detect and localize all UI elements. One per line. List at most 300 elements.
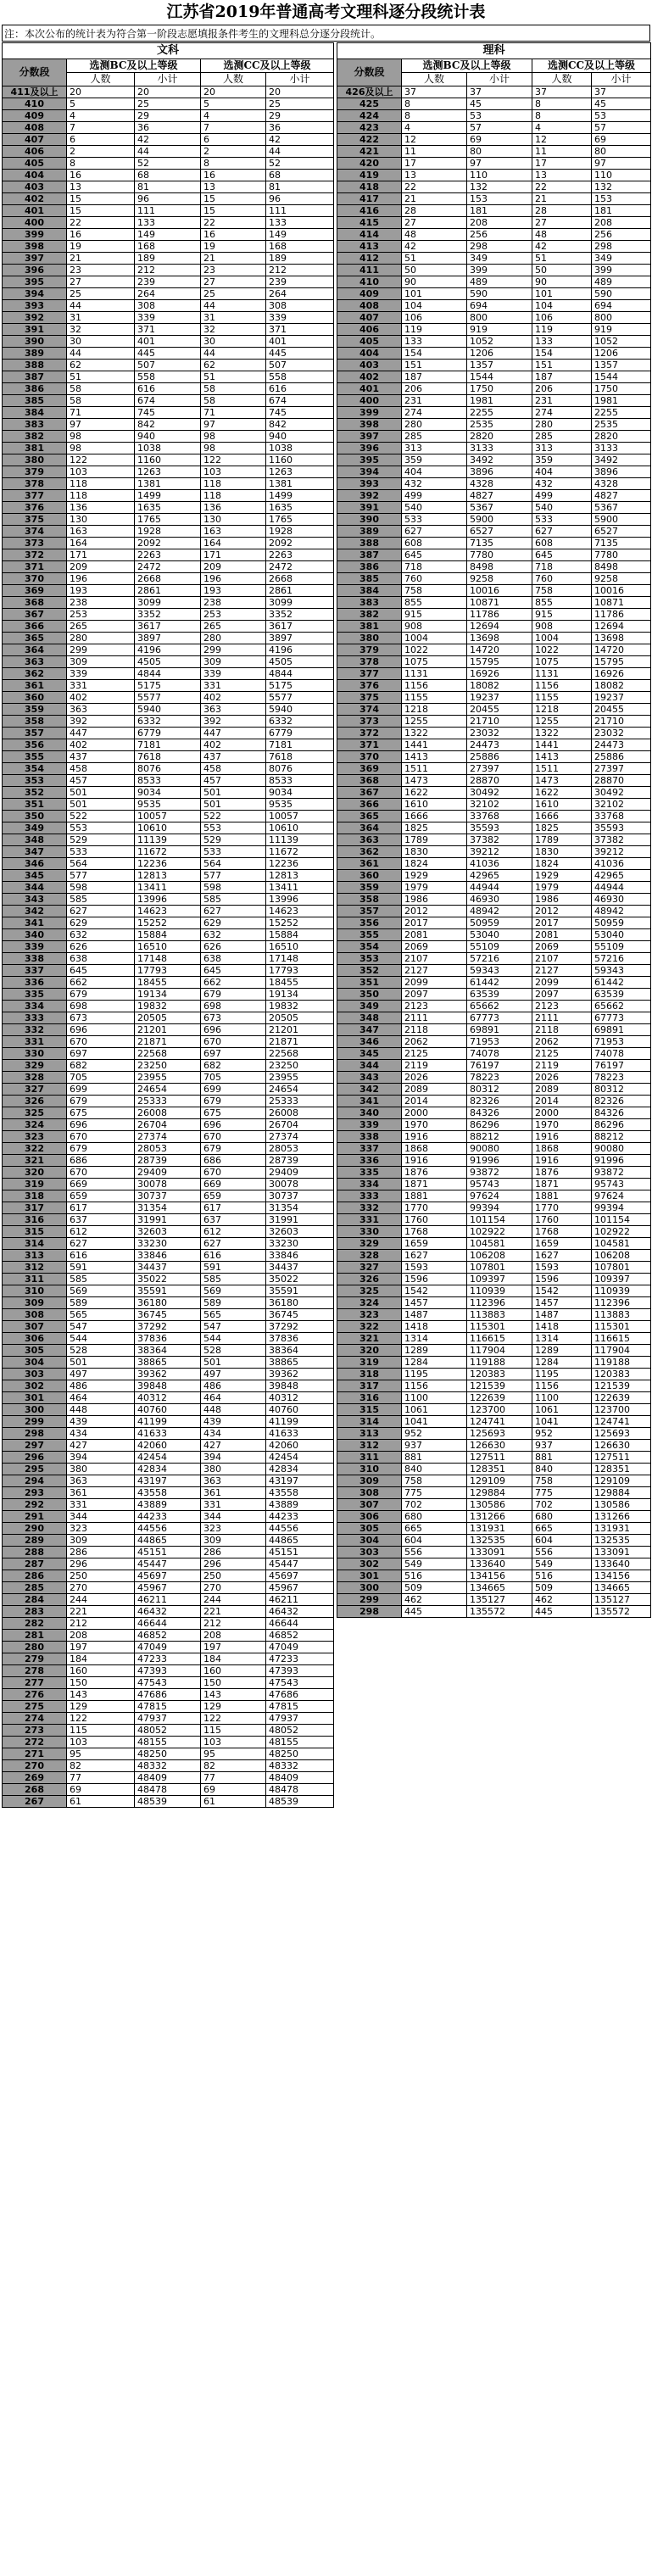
bc-cumulative-cell: 44556 bbox=[135, 1523, 201, 1535]
cc-count-cell: 209 bbox=[201, 561, 266, 573]
cc-cumulative-cell: 59343 bbox=[592, 965, 651, 977]
table-row bbox=[3, 241, 334, 253]
score-cell: 394 bbox=[337, 466, 402, 478]
table-row bbox=[3, 1238, 334, 1250]
bc-count-cell: 670 bbox=[67, 1036, 135, 1048]
cc-cumulative-cell: 694 bbox=[592, 300, 651, 312]
cc-cumulative-cell: 31991 bbox=[266, 1214, 334, 1226]
bc-cumulative-cell: 63539 bbox=[467, 989, 532, 1001]
bc-count-cell: 21 bbox=[67, 253, 135, 265]
bc-cumulative-cell: 3352 bbox=[135, 609, 201, 621]
cc-cumulative-cell: 48478 bbox=[266, 1784, 334, 1796]
bc-cumulative-cell: 12236 bbox=[135, 858, 201, 870]
table-row bbox=[337, 763, 651, 775]
bc-count-cell: 402 bbox=[67, 739, 135, 751]
table-row bbox=[3, 1737, 334, 1748]
bc-cumulative-cell: 1750 bbox=[467, 383, 532, 395]
table-row bbox=[3, 395, 334, 407]
table-row bbox=[337, 1202, 651, 1214]
table-row bbox=[3, 98, 334, 110]
table-row bbox=[337, 502, 651, 514]
bc-count-cell: 221 bbox=[67, 1606, 135, 1618]
bc-count-cell: 71 bbox=[67, 407, 135, 419]
score-cell: 286 bbox=[3, 1570, 67, 1582]
score-cell: 358 bbox=[3, 716, 67, 728]
bc-cumulative-cell: 135572 bbox=[467, 1606, 532, 1618]
bc-count-cell: 1789 bbox=[402, 834, 467, 846]
score-cell: 302 bbox=[3, 1380, 67, 1392]
table-row bbox=[3, 656, 334, 668]
table-row bbox=[3, 799, 334, 811]
bc-cumulative-cell: 50959 bbox=[467, 917, 532, 929]
bc-count-cell: 1881 bbox=[402, 1190, 467, 1202]
cc-count-cell: 533 bbox=[532, 514, 592, 526]
bc-count-cell: 118 bbox=[67, 478, 135, 490]
bc-count-cell: 51 bbox=[402, 253, 467, 265]
cc-count-cell: 565 bbox=[201, 1309, 266, 1321]
cc-cumulative-cell: 28739 bbox=[266, 1155, 334, 1167]
cc-count-cell: 115 bbox=[201, 1725, 266, 1737]
cc-count-cell: 206 bbox=[532, 383, 592, 395]
cc-count-cell: 133 bbox=[532, 336, 592, 348]
cc-cumulative-cell: 1206 bbox=[592, 348, 651, 360]
cc-cumulative-cell: 46644 bbox=[266, 1618, 334, 1630]
bc-count-cell: 1131 bbox=[402, 668, 467, 680]
bc-cumulative-cell: 489 bbox=[467, 276, 532, 288]
bc-cumulative-cell: 1499 bbox=[135, 490, 201, 502]
score-cell: 389 bbox=[337, 526, 402, 538]
bc-count-cell: 115 bbox=[67, 1725, 135, 1737]
cc-count-cell: 313 bbox=[532, 443, 592, 454]
table-row bbox=[3, 1665, 334, 1677]
cc-cumulative-cell: 3352 bbox=[266, 609, 334, 621]
bc-count-cell: 50 bbox=[402, 265, 467, 276]
cc-count-cell: 151 bbox=[532, 360, 592, 371]
cc-cumulative-cell: 37 bbox=[592, 86, 651, 98]
cc-count-cell: 323 bbox=[201, 1523, 266, 1535]
table-row bbox=[337, 360, 651, 371]
cc-cumulative-cell: 90080 bbox=[592, 1143, 651, 1155]
cc-cumulative-cell: 11672 bbox=[266, 846, 334, 858]
bc-count-cell: 6 bbox=[67, 134, 135, 146]
cc-cumulative-cell: 97624 bbox=[592, 1190, 651, 1202]
bc-cumulative-cell: 5940 bbox=[135, 704, 201, 716]
bc-cumulative-cell: 264 bbox=[135, 288, 201, 300]
table-row bbox=[337, 846, 651, 858]
score-cell: 387 bbox=[3, 371, 67, 383]
bc-count-cell: 2107 bbox=[402, 953, 467, 965]
bc-count-cell: 697 bbox=[67, 1048, 135, 1060]
bc-cumulative-cell: 168 bbox=[135, 241, 201, 253]
cc-cumulative-cell: 48942 bbox=[592, 906, 651, 917]
cc-count-cell: 392 bbox=[201, 716, 266, 728]
cc-count-cell: 501 bbox=[201, 799, 266, 811]
table-row bbox=[337, 680, 651, 692]
table-row bbox=[337, 454, 651, 466]
cc-cumulative-cell: 842 bbox=[266, 419, 334, 431]
bc-count-cell: 4 bbox=[402, 122, 467, 134]
cc-count-cell: 299 bbox=[201, 644, 266, 656]
table-row bbox=[3, 443, 334, 454]
cc-count-cell: 160 bbox=[201, 1665, 266, 1677]
cc-cumulative-cell: 13996 bbox=[266, 894, 334, 906]
table-row bbox=[3, 466, 334, 478]
arts-score-header: 分数段 bbox=[3, 59, 67, 86]
cc-cumulative-cell: 23955 bbox=[266, 1072, 334, 1084]
cc-count-cell: 1542 bbox=[532, 1285, 592, 1297]
table-row bbox=[337, 894, 651, 906]
bc-cumulative-cell: 4196 bbox=[135, 644, 201, 656]
bc-cumulative-cell: 48052 bbox=[135, 1725, 201, 1737]
score-cell: 303 bbox=[337, 1547, 402, 1558]
bc-cumulative-cell: 1263 bbox=[135, 466, 201, 478]
cc-count-cell: 2026 bbox=[532, 1072, 592, 1084]
table-row bbox=[3, 1345, 334, 1357]
cc-count-cell: 106 bbox=[532, 312, 592, 324]
cc-count-cell: 122 bbox=[201, 454, 266, 466]
bc-cumulative-cell: 7780 bbox=[467, 549, 532, 561]
bc-count-cell: 339 bbox=[67, 668, 135, 680]
cc-count-cell: 1155 bbox=[532, 692, 592, 704]
bc-count-cell: 62 bbox=[67, 360, 135, 371]
cc-cumulative-cell: 45697 bbox=[266, 1570, 334, 1582]
cc-cumulative-cell: 43558 bbox=[266, 1487, 334, 1499]
table-row bbox=[337, 621, 651, 633]
table-row bbox=[337, 716, 651, 728]
score-cell: 328 bbox=[337, 1250, 402, 1262]
score-cell: 340 bbox=[337, 1107, 402, 1119]
bc-count-cell: 187 bbox=[402, 371, 467, 383]
cc-cumulative-cell: 44944 bbox=[592, 882, 651, 894]
table-row bbox=[337, 1155, 651, 1167]
cc-count-cell: 569 bbox=[201, 1285, 266, 1297]
bc-cumulative-cell: 14623 bbox=[135, 906, 201, 917]
bc-count-cell: 1760 bbox=[402, 1214, 467, 1226]
cc-count-cell: 698 bbox=[201, 1001, 266, 1012]
bc-cumulative-cell: 27397 bbox=[467, 763, 532, 775]
bc-cumulative-cell: 11672 bbox=[135, 846, 201, 858]
score-cell: 270 bbox=[3, 1760, 67, 1772]
table-row bbox=[3, 953, 334, 965]
table-row bbox=[3, 1143, 334, 1155]
bc-cumulative-cell: 113883 bbox=[467, 1309, 532, 1321]
bc-cumulative-cell: 48942 bbox=[467, 906, 532, 917]
cc-cumulative-cell: 4328 bbox=[592, 478, 651, 490]
cc-cumulative-cell: 5940 bbox=[266, 704, 334, 716]
cc-count-cell: 669 bbox=[201, 1179, 266, 1190]
cc-cumulative-cell: 57216 bbox=[592, 953, 651, 965]
table-row bbox=[337, 953, 651, 965]
cc-count-cell: 637 bbox=[201, 1214, 266, 1226]
bc-count-cell: 522 bbox=[67, 811, 135, 822]
table-row bbox=[3, 1475, 334, 1487]
science-cc-header: 选测CC及以上等级 bbox=[532, 59, 651, 73]
bc-count-cell: 22 bbox=[402, 181, 467, 193]
bc-count-cell: 637 bbox=[67, 1214, 135, 1226]
score-cell: 356 bbox=[337, 917, 402, 929]
bc-cumulative-cell: 40312 bbox=[135, 1392, 201, 1404]
table-row bbox=[337, 573, 651, 585]
bc-count-cell: 58 bbox=[67, 395, 135, 407]
cc-cumulative-cell: 65662 bbox=[592, 1001, 651, 1012]
bc-cumulative-cell: 46644 bbox=[135, 1618, 201, 1630]
score-cell: 397 bbox=[3, 253, 67, 265]
bc-count-cell: 44 bbox=[67, 348, 135, 360]
table-row bbox=[3, 1369, 334, 1380]
cc-count-cell: 758 bbox=[532, 585, 592, 597]
bc-count-cell: 1622 bbox=[402, 787, 467, 799]
cc-cumulative-cell: 119188 bbox=[592, 1357, 651, 1369]
score-cell: 292 bbox=[3, 1499, 67, 1511]
cc-count-cell: 533 bbox=[201, 846, 266, 858]
table-row bbox=[337, 965, 651, 977]
bc-cumulative-cell: 10016 bbox=[467, 585, 532, 597]
bc-cumulative-cell: 112396 bbox=[467, 1297, 532, 1309]
cc-cumulative-cell: 133091 bbox=[592, 1547, 651, 1558]
cc-cumulative-cell: 26008 bbox=[266, 1107, 334, 1119]
score-cell: 411 bbox=[337, 265, 402, 276]
cc-count-cell: 1156 bbox=[532, 680, 592, 692]
bc-count-cell: 331 bbox=[67, 1499, 135, 1511]
table-row bbox=[3, 1226, 334, 1238]
table-row bbox=[337, 1440, 651, 1452]
cc-count-cell: 1916 bbox=[532, 1131, 592, 1143]
table-row bbox=[337, 692, 651, 704]
cc-count-cell: 15 bbox=[201, 193, 266, 205]
table-row bbox=[3, 751, 334, 763]
cc-cumulative-cell: 181 bbox=[592, 205, 651, 217]
cc-cumulative-cell: 11139 bbox=[266, 834, 334, 846]
cc-count-cell: 4 bbox=[201, 110, 266, 122]
cc-count-cell: 95 bbox=[201, 1748, 266, 1760]
cc-cumulative-cell: 28870 bbox=[592, 775, 651, 787]
bc-count-cell: 705 bbox=[67, 1072, 135, 1084]
bc-count-cell: 103 bbox=[67, 1737, 135, 1748]
bc-count-cell: 533 bbox=[402, 514, 467, 526]
bc-cumulative-cell: 32102 bbox=[467, 799, 532, 811]
table-row bbox=[3, 941, 334, 953]
table-row bbox=[3, 383, 334, 395]
bc-cumulative-cell: 42834 bbox=[135, 1464, 201, 1475]
bc-count-cell: 244 bbox=[67, 1594, 135, 1606]
cc-count-cell: 2062 bbox=[532, 1036, 592, 1048]
bc-cumulative-cell: 45447 bbox=[135, 1558, 201, 1570]
bc-count-cell: 627 bbox=[67, 1238, 135, 1250]
score-cell: 322 bbox=[3, 1143, 67, 1155]
bc-count-cell: 1610 bbox=[402, 799, 467, 811]
bc-cumulative-cell: 181 bbox=[467, 205, 532, 217]
bc-cumulative-cell: 1765 bbox=[135, 514, 201, 526]
score-cell: 337 bbox=[3, 965, 67, 977]
bc-count-cell: 37 bbox=[402, 86, 467, 98]
cc-cumulative-cell: 18082 bbox=[592, 680, 651, 692]
cc-cumulative-cell: 399 bbox=[592, 265, 651, 276]
table-row bbox=[3, 668, 334, 680]
bc-cumulative-cell: 44865 bbox=[135, 1535, 201, 1547]
cc-cumulative-cell: 1160 bbox=[266, 454, 334, 466]
bc-count-cell: 680 bbox=[402, 1511, 467, 1523]
table-row bbox=[3, 1380, 334, 1392]
cc-cumulative-cell: 3617 bbox=[266, 621, 334, 633]
table-row bbox=[337, 1012, 651, 1024]
score-cell: 304 bbox=[337, 1535, 402, 1547]
bc-count-cell: 1041 bbox=[402, 1416, 467, 1428]
cc-cumulative-cell: 6527 bbox=[592, 526, 651, 538]
score-cell: 321 bbox=[337, 1333, 402, 1345]
cc-count-cell: 1929 bbox=[532, 870, 592, 882]
cc-cumulative-cell: 38364 bbox=[266, 1345, 334, 1357]
bc-cumulative-cell: 22568 bbox=[135, 1048, 201, 1060]
cc-count-cell: 193 bbox=[201, 585, 266, 597]
cc-cumulative-cell: 40760 bbox=[266, 1404, 334, 1416]
bc-cumulative-cell: 5577 bbox=[135, 692, 201, 704]
cc-count-cell: 2118 bbox=[532, 1024, 592, 1036]
bc-cumulative-cell: 97 bbox=[467, 158, 532, 170]
table-row bbox=[3, 1677, 334, 1689]
cc-count-cell: 22 bbox=[532, 181, 592, 193]
bc-cumulative-cell: 48409 bbox=[135, 1772, 201, 1784]
cc-cumulative-cell: 40312 bbox=[266, 1392, 334, 1404]
cc-cumulative-cell: 7135 bbox=[592, 538, 651, 549]
bc-count-cell: 626 bbox=[67, 941, 135, 953]
score-cell: 314 bbox=[337, 1416, 402, 1428]
cc-cumulative-cell: 69891 bbox=[592, 1024, 651, 1036]
cc-cumulative-cell: 53040 bbox=[592, 929, 651, 941]
cc-count-cell: 675 bbox=[201, 1107, 266, 1119]
cc-count-cell: 2125 bbox=[532, 1048, 592, 1060]
bc-count-cell: 629 bbox=[67, 917, 135, 929]
cc-cumulative-cell: 30078 bbox=[266, 1179, 334, 1190]
bc-cumulative-cell: 106208 bbox=[467, 1250, 532, 1262]
score-cell: 298 bbox=[337, 1606, 402, 1618]
score-cell: 346 bbox=[337, 1036, 402, 1048]
score-cell: 281 bbox=[3, 1630, 67, 1642]
cc-count-cell: 2107 bbox=[532, 953, 592, 965]
score-cell: 400 bbox=[337, 395, 402, 407]
score-cell: 321 bbox=[3, 1155, 67, 1167]
cc-count-cell: 402 bbox=[201, 739, 266, 751]
bc-cumulative-cell: 39362 bbox=[135, 1369, 201, 1380]
bc-count-cell: 699 bbox=[67, 1084, 135, 1096]
score-cell: 373 bbox=[3, 538, 67, 549]
score-cell: 414 bbox=[337, 229, 402, 241]
table-row bbox=[337, 1096, 651, 1107]
cc-cumulative-cell: 298 bbox=[592, 241, 651, 253]
bc-count-cell: 682 bbox=[67, 1060, 135, 1072]
table-row bbox=[3, 1131, 334, 1143]
table-row bbox=[337, 1582, 651, 1594]
score-cell: 361 bbox=[3, 680, 67, 692]
table-row bbox=[3, 1653, 334, 1665]
bc-cumulative-cell: 800 bbox=[467, 312, 532, 324]
score-cell: 351 bbox=[3, 799, 67, 811]
bc-count-cell: 13 bbox=[402, 170, 467, 181]
table-row bbox=[3, 1796, 334, 1808]
cc-count-cell: 427 bbox=[201, 1440, 266, 1452]
bc-count-cell: 82 bbox=[67, 1760, 135, 1772]
cc-count-cell: 516 bbox=[532, 1570, 592, 1582]
table-row bbox=[3, 989, 334, 1001]
cc-count-cell: 196 bbox=[201, 573, 266, 585]
score-cell: 272 bbox=[3, 1737, 67, 1748]
bc-cumulative-cell: 13411 bbox=[135, 882, 201, 894]
cc-count-cell: 13 bbox=[201, 181, 266, 193]
bc-cumulative-cell: 2255 bbox=[467, 407, 532, 419]
bc-cumulative-cell: 23955 bbox=[135, 1072, 201, 1084]
score-cell: 378 bbox=[3, 478, 67, 490]
cc-count-cell: 604 bbox=[532, 1535, 592, 1547]
score-cell: 329 bbox=[3, 1060, 67, 1072]
cc-cumulative-cell: 104581 bbox=[592, 1238, 651, 1250]
score-cell: 359 bbox=[3, 704, 67, 716]
bc-cumulative-cell: 44233 bbox=[135, 1511, 201, 1523]
cc-cumulative-cell: 47543 bbox=[266, 1677, 334, 1689]
score-cell: 347 bbox=[337, 1024, 402, 1036]
bc-count-cell: 193 bbox=[67, 585, 135, 597]
cc-cumulative-cell: 46930 bbox=[592, 894, 651, 906]
cc-count-cell: 629 bbox=[201, 917, 266, 929]
bc-count-cell: 702 bbox=[402, 1499, 467, 1511]
cc-count-cell: 50 bbox=[532, 265, 592, 276]
score-cell: 366 bbox=[3, 621, 67, 633]
bc-count-cell: 501 bbox=[67, 787, 135, 799]
cc-cumulative-cell: 1750 bbox=[592, 383, 651, 395]
score-cell: 354 bbox=[337, 941, 402, 953]
cc-count-cell: 103 bbox=[201, 1737, 266, 1748]
score-cell: 302 bbox=[337, 1558, 402, 1570]
bc-cumulative-cell: 1160 bbox=[135, 454, 201, 466]
cc-cumulative-cell: 132 bbox=[592, 181, 651, 193]
bc-cumulative-cell: 134665 bbox=[467, 1582, 532, 1594]
bc-count-cell: 206 bbox=[402, 383, 467, 395]
bc-count-cell: 1871 bbox=[402, 1179, 467, 1190]
bc-cumulative-cell: 2861 bbox=[135, 585, 201, 597]
cc-count-cell: 448 bbox=[201, 1404, 266, 1416]
cc-count-cell: 2127 bbox=[532, 965, 592, 977]
table-row bbox=[3, 1748, 334, 1760]
table-row bbox=[3, 1309, 334, 1321]
bc-count-cell: 331 bbox=[67, 680, 135, 692]
bc-count-cell: 1916 bbox=[402, 1131, 467, 1143]
cc-cumulative-cell: 116615 bbox=[592, 1333, 651, 1345]
table-row bbox=[337, 241, 651, 253]
bc-cumulative-cell: 26704 bbox=[135, 1119, 201, 1131]
cc-cumulative-cell: 115301 bbox=[592, 1321, 651, 1333]
table-row bbox=[337, 348, 651, 360]
table-row bbox=[337, 787, 651, 799]
bc-cumulative-cell: 78223 bbox=[467, 1072, 532, 1084]
table-row bbox=[337, 419, 651, 431]
table-row bbox=[3, 348, 334, 360]
cc-count-cell: 501 bbox=[201, 1357, 266, 1369]
cc-cumulative-cell: 12813 bbox=[266, 870, 334, 882]
cc-count-cell: 309 bbox=[201, 1535, 266, 1547]
bc-count-cell: 151 bbox=[402, 360, 467, 371]
bc-count-cell: 2017 bbox=[402, 917, 467, 929]
cc-cumulative-cell: 109397 bbox=[592, 1274, 651, 1285]
bc-count-cell: 1441 bbox=[402, 739, 467, 751]
score-cell: 367 bbox=[3, 609, 67, 621]
table-row bbox=[337, 1274, 651, 1285]
cc-count-cell: 8 bbox=[532, 110, 592, 122]
cc-count-cell: 915 bbox=[532, 609, 592, 621]
table-row bbox=[3, 324, 334, 336]
cc-cumulative-cell: 42834 bbox=[266, 1464, 334, 1475]
score-cell: 420 bbox=[337, 158, 402, 170]
cc-cumulative-cell: 69 bbox=[592, 134, 651, 146]
score-cell: 350 bbox=[337, 989, 402, 1001]
score-cell: 300 bbox=[3, 1404, 67, 1416]
